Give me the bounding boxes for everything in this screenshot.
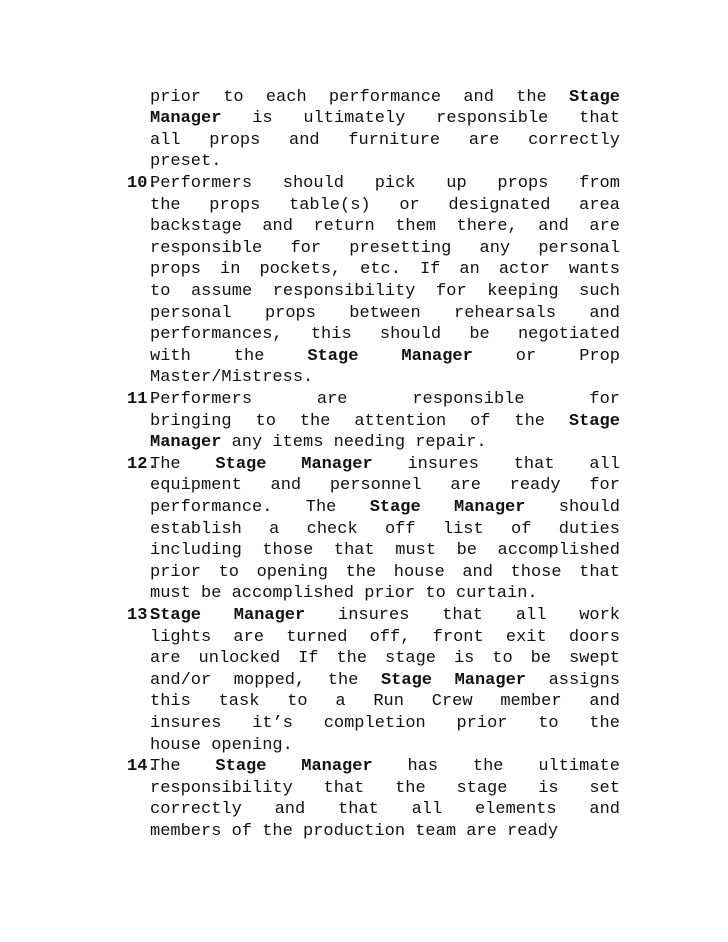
text-line	[150, 195, 620, 217]
text-line	[150, 259, 620, 281]
word: The	[150, 757, 181, 777]
word: return	[313, 217, 375, 237]
word: them	[395, 217, 437, 237]
word: accomplished	[497, 541, 620, 561]
bold-term: Manager	[454, 497, 526, 517]
text-line	[150, 778, 620, 800]
bold-term: Manager	[233, 606, 306, 625]
word: and	[289, 130, 320, 150]
word: must	[150, 584, 191, 604]
word: the	[336, 649, 368, 669]
text-line	[150, 151, 620, 173]
word: those	[262, 541, 314, 561]
word: members	[150, 821, 222, 841]
word: props	[497, 174, 549, 193]
word: is	[453, 649, 475, 669]
word: Run	[373, 692, 404, 712]
word: must	[395, 541, 437, 561]
text-line	[150, 108, 620, 130]
text-line	[150, 475, 620, 497]
word: presetting	[349, 238, 452, 258]
word: opening.	[211, 735, 293, 755]
word: correctly	[528, 130, 620, 150]
word: to	[492, 649, 513, 669]
word: doors	[568, 627, 620, 647]
list-item	[150, 87, 620, 173]
word: attention	[354, 411, 447, 431]
word: Prop	[579, 346, 620, 366]
word: furniture	[348, 130, 441, 150]
word: rehearsals	[454, 303, 557, 323]
word: are	[233, 627, 265, 647]
text-line	[150, 281, 620, 303]
word: is	[538, 778, 559, 798]
text-line	[150, 454, 620, 476]
word: house	[150, 735, 202, 755]
word: ultimate	[538, 757, 620, 777]
word: should	[558, 497, 620, 517]
word: that	[579, 562, 620, 582]
list-item	[127, 389, 620, 454]
text-line	[150, 367, 620, 389]
word: repair.	[415, 433, 487, 453]
word: such	[579, 281, 620, 301]
word: for	[290, 238, 322, 258]
word: all	[515, 606, 547, 625]
item-number: 11.	[127, 390, 158, 409]
word: that	[338, 800, 379, 820]
text-line	[150, 562, 620, 584]
word: the	[345, 562, 377, 582]
bold-term: Stage	[369, 497, 421, 517]
word: equipment	[150, 476, 242, 496]
word: and/or	[150, 670, 212, 690]
word: of	[231, 821, 253, 841]
word: all	[411, 800, 443, 820]
word: those	[510, 562, 562, 582]
word: that	[442, 606, 484, 625]
word: curtain.	[456, 584, 538, 604]
word: prior	[456, 713, 508, 733]
word: to	[425, 584, 446, 604]
word: The	[305, 497, 337, 517]
word: negotiated	[517, 325, 620, 345]
word: to	[538, 713, 559, 733]
item-number: 10.	[127, 174, 158, 193]
bold-term: Manager	[150, 433, 222, 453]
word: of	[470, 411, 491, 431]
word: be	[201, 584, 222, 604]
word: all	[150, 130, 181, 150]
word: personnel	[329, 476, 422, 496]
word: from	[579, 174, 620, 193]
word: pick	[374, 174, 416, 193]
word: the	[262, 821, 293, 841]
word: set	[589, 778, 620, 798]
word: for	[589, 476, 620, 496]
word: and	[463, 87, 494, 107]
word: off	[384, 519, 416, 539]
word: stage	[456, 778, 508, 798]
word: prior	[150, 87, 202, 107]
word: ultimately	[303, 109, 406, 129]
word: and	[462, 562, 493, 582]
text-line	[150, 173, 620, 195]
word: that	[333, 541, 375, 561]
word: responsible	[436, 109, 549, 129]
word: performance.	[150, 497, 273, 517]
text-line	[150, 583, 620, 605]
word: any	[479, 238, 511, 258]
word: that	[323, 778, 365, 798]
text-line	[150, 238, 620, 260]
item-number: 14.	[127, 757, 158, 777]
word: and	[262, 217, 293, 237]
bold-term: Stage	[150, 606, 202, 625]
text-line	[150, 821, 620, 843]
item-number: 12.	[127, 454, 158, 474]
word: should	[379, 325, 442, 345]
bold-term: Manager	[150, 109, 222, 129]
word: the	[472, 757, 504, 777]
text-line	[150, 605, 620, 627]
word: the	[589, 713, 620, 733]
word: all	[589, 454, 620, 474]
bold-term: Stage	[215, 454, 267, 474]
word: any	[231, 433, 263, 453]
word: bringing	[150, 411, 232, 431]
word: etc.	[360, 260, 401, 280]
word: performance	[328, 87, 442, 107]
word: lights	[150, 627, 212, 647]
word: wants	[568, 260, 620, 280]
word: are	[450, 476, 481, 496]
bold-term: Stage	[568, 411, 620, 431]
list-item	[127, 605, 620, 756]
text-line	[150, 216, 620, 238]
word: establish	[150, 519, 242, 539]
word: Crew	[431, 692, 473, 712]
word: to	[218, 562, 239, 582]
word: between	[349, 303, 421, 323]
word: props	[209, 195, 261, 215]
word: the	[150, 195, 181, 215]
text-line	[150, 432, 620, 454]
word: to	[287, 692, 308, 712]
word: to	[150, 281, 171, 301]
word: personal	[538, 238, 620, 258]
word: insures	[407, 454, 479, 474]
word: the	[327, 670, 359, 690]
word: area	[579, 195, 620, 215]
word: list	[442, 519, 484, 539]
text-line	[150, 324, 620, 346]
bold-term: Manager	[401, 346, 473, 366]
bold-term: Stage	[215, 757, 267, 777]
word: a	[269, 519, 280, 539]
word: prior	[364, 584, 416, 604]
word: and	[589, 692, 620, 712]
bold-term: Stage	[307, 346, 359, 366]
word: front	[432, 627, 484, 647]
text-line	[150, 497, 620, 519]
text-line	[150, 519, 620, 541]
word: prior	[150, 562, 202, 582]
text-line	[150, 411, 620, 433]
word: for	[589, 390, 620, 409]
word: Master/Mistress.	[150, 368, 314, 388]
word: house	[393, 562, 445, 582]
text-line	[150, 648, 620, 670]
word: unlocked	[198, 649, 281, 669]
word: completion	[323, 713, 426, 733]
bold-term: Stage	[568, 87, 620, 107]
word: the	[516, 87, 547, 107]
text-line	[150, 346, 620, 368]
word: are	[150, 649, 181, 669]
word: that	[579, 109, 620, 129]
word: Performers	[150, 390, 253, 409]
text-line	[150, 713, 620, 735]
list-item	[127, 454, 620, 605]
item-number: 13.	[127, 606, 158, 625]
word: are	[316, 390, 348, 409]
word: If	[298, 649, 319, 669]
word: props	[150, 260, 202, 280]
list-item	[127, 756, 620, 842]
word: ready	[507, 821, 559, 841]
word: mopped,	[233, 670, 306, 690]
text-line	[150, 756, 620, 778]
word: this	[150, 692, 191, 712]
word: up	[446, 174, 467, 193]
bold-term: Stage	[380, 670, 432, 690]
word: and	[589, 800, 620, 820]
word: and	[270, 476, 302, 496]
word: duties	[558, 519, 620, 539]
word: team	[415, 821, 457, 841]
bold-term: Manager	[454, 670, 526, 690]
word: the	[233, 346, 265, 366]
word: each	[265, 87, 307, 107]
word: responsibility	[150, 778, 293, 798]
word: has	[407, 757, 439, 777]
word: personal	[150, 303, 232, 323]
word: with	[150, 346, 191, 366]
word: Performers	[150, 174, 253, 193]
word: a	[335, 692, 346, 712]
word: be	[469, 325, 490, 345]
word: should	[282, 174, 344, 193]
word: assume	[190, 281, 253, 301]
word: is	[252, 109, 273, 129]
word: to	[223, 87, 244, 107]
word: task	[218, 692, 260, 712]
word: work	[579, 606, 620, 625]
word: correctly	[150, 800, 242, 820]
word: in	[220, 260, 241, 280]
word: If	[419, 260, 441, 280]
word: keeping	[487, 281, 559, 301]
word: opening	[256, 562, 328, 582]
word: actor	[498, 260, 550, 280]
word: check	[306, 519, 358, 539]
word: performances,	[150, 325, 283, 345]
text-line	[150, 627, 620, 649]
word: the	[514, 411, 546, 431]
word: or	[515, 346, 537, 366]
word: responsible	[150, 238, 263, 258]
word: needing	[333, 433, 406, 453]
word: to	[255, 411, 276, 431]
word: of	[511, 519, 532, 539]
text-line	[150, 670, 620, 692]
word: table(s)	[289, 195, 371, 215]
word: responsible	[412, 390, 525, 409]
word: preset.	[150, 152, 222, 172]
word: the	[299, 411, 331, 431]
text-line	[150, 540, 620, 562]
word: production	[303, 821, 406, 841]
word: responsibility	[272, 281, 416, 301]
word: items	[272, 433, 324, 453]
word: props	[209, 130, 261, 150]
word: and	[274, 800, 306, 820]
text-line	[150, 303, 620, 325]
word: props	[264, 303, 316, 323]
list-item	[127, 173, 620, 389]
bold-term: Manager	[301, 454, 373, 474]
text-line	[150, 799, 620, 821]
text-line	[150, 87, 620, 109]
word: it’s	[252, 713, 293, 733]
word: for	[436, 281, 467, 301]
word: this	[310, 325, 352, 345]
word: be	[456, 541, 477, 561]
text-line	[150, 389, 620, 411]
word: are	[466, 821, 497, 841]
word: turned	[286, 627, 348, 647]
word: including	[150, 541, 242, 561]
word: an	[459, 260, 480, 280]
word: or	[399, 195, 420, 215]
text-line	[150, 130, 620, 152]
word: member	[500, 692, 562, 712]
word: there,	[456, 217, 518, 237]
word: are	[589, 217, 620, 237]
word: be	[530, 649, 552, 669]
word: exit	[505, 627, 547, 647]
word: insures	[338, 606, 410, 625]
word: the	[395, 778, 426, 798]
word: The	[150, 454, 181, 474]
word: elements	[474, 800, 557, 820]
word: stage	[385, 649, 437, 669]
word: and	[589, 303, 620, 323]
word: insures	[150, 713, 222, 733]
word: off,	[369, 627, 411, 647]
word: designated	[448, 195, 551, 215]
word: assigns	[548, 670, 620, 690]
word: ready	[509, 476, 561, 496]
word: are	[468, 130, 500, 150]
word: and	[538, 217, 569, 237]
word: swept	[568, 649, 620, 669]
word: backstage	[150, 217, 242, 237]
text-line	[150, 735, 620, 757]
word: pockets,	[259, 260, 342, 280]
text-line	[150, 691, 620, 713]
word: that	[513, 454, 555, 474]
bold-term: Manager	[301, 757, 373, 777]
word: accomplished	[231, 584, 355, 604]
